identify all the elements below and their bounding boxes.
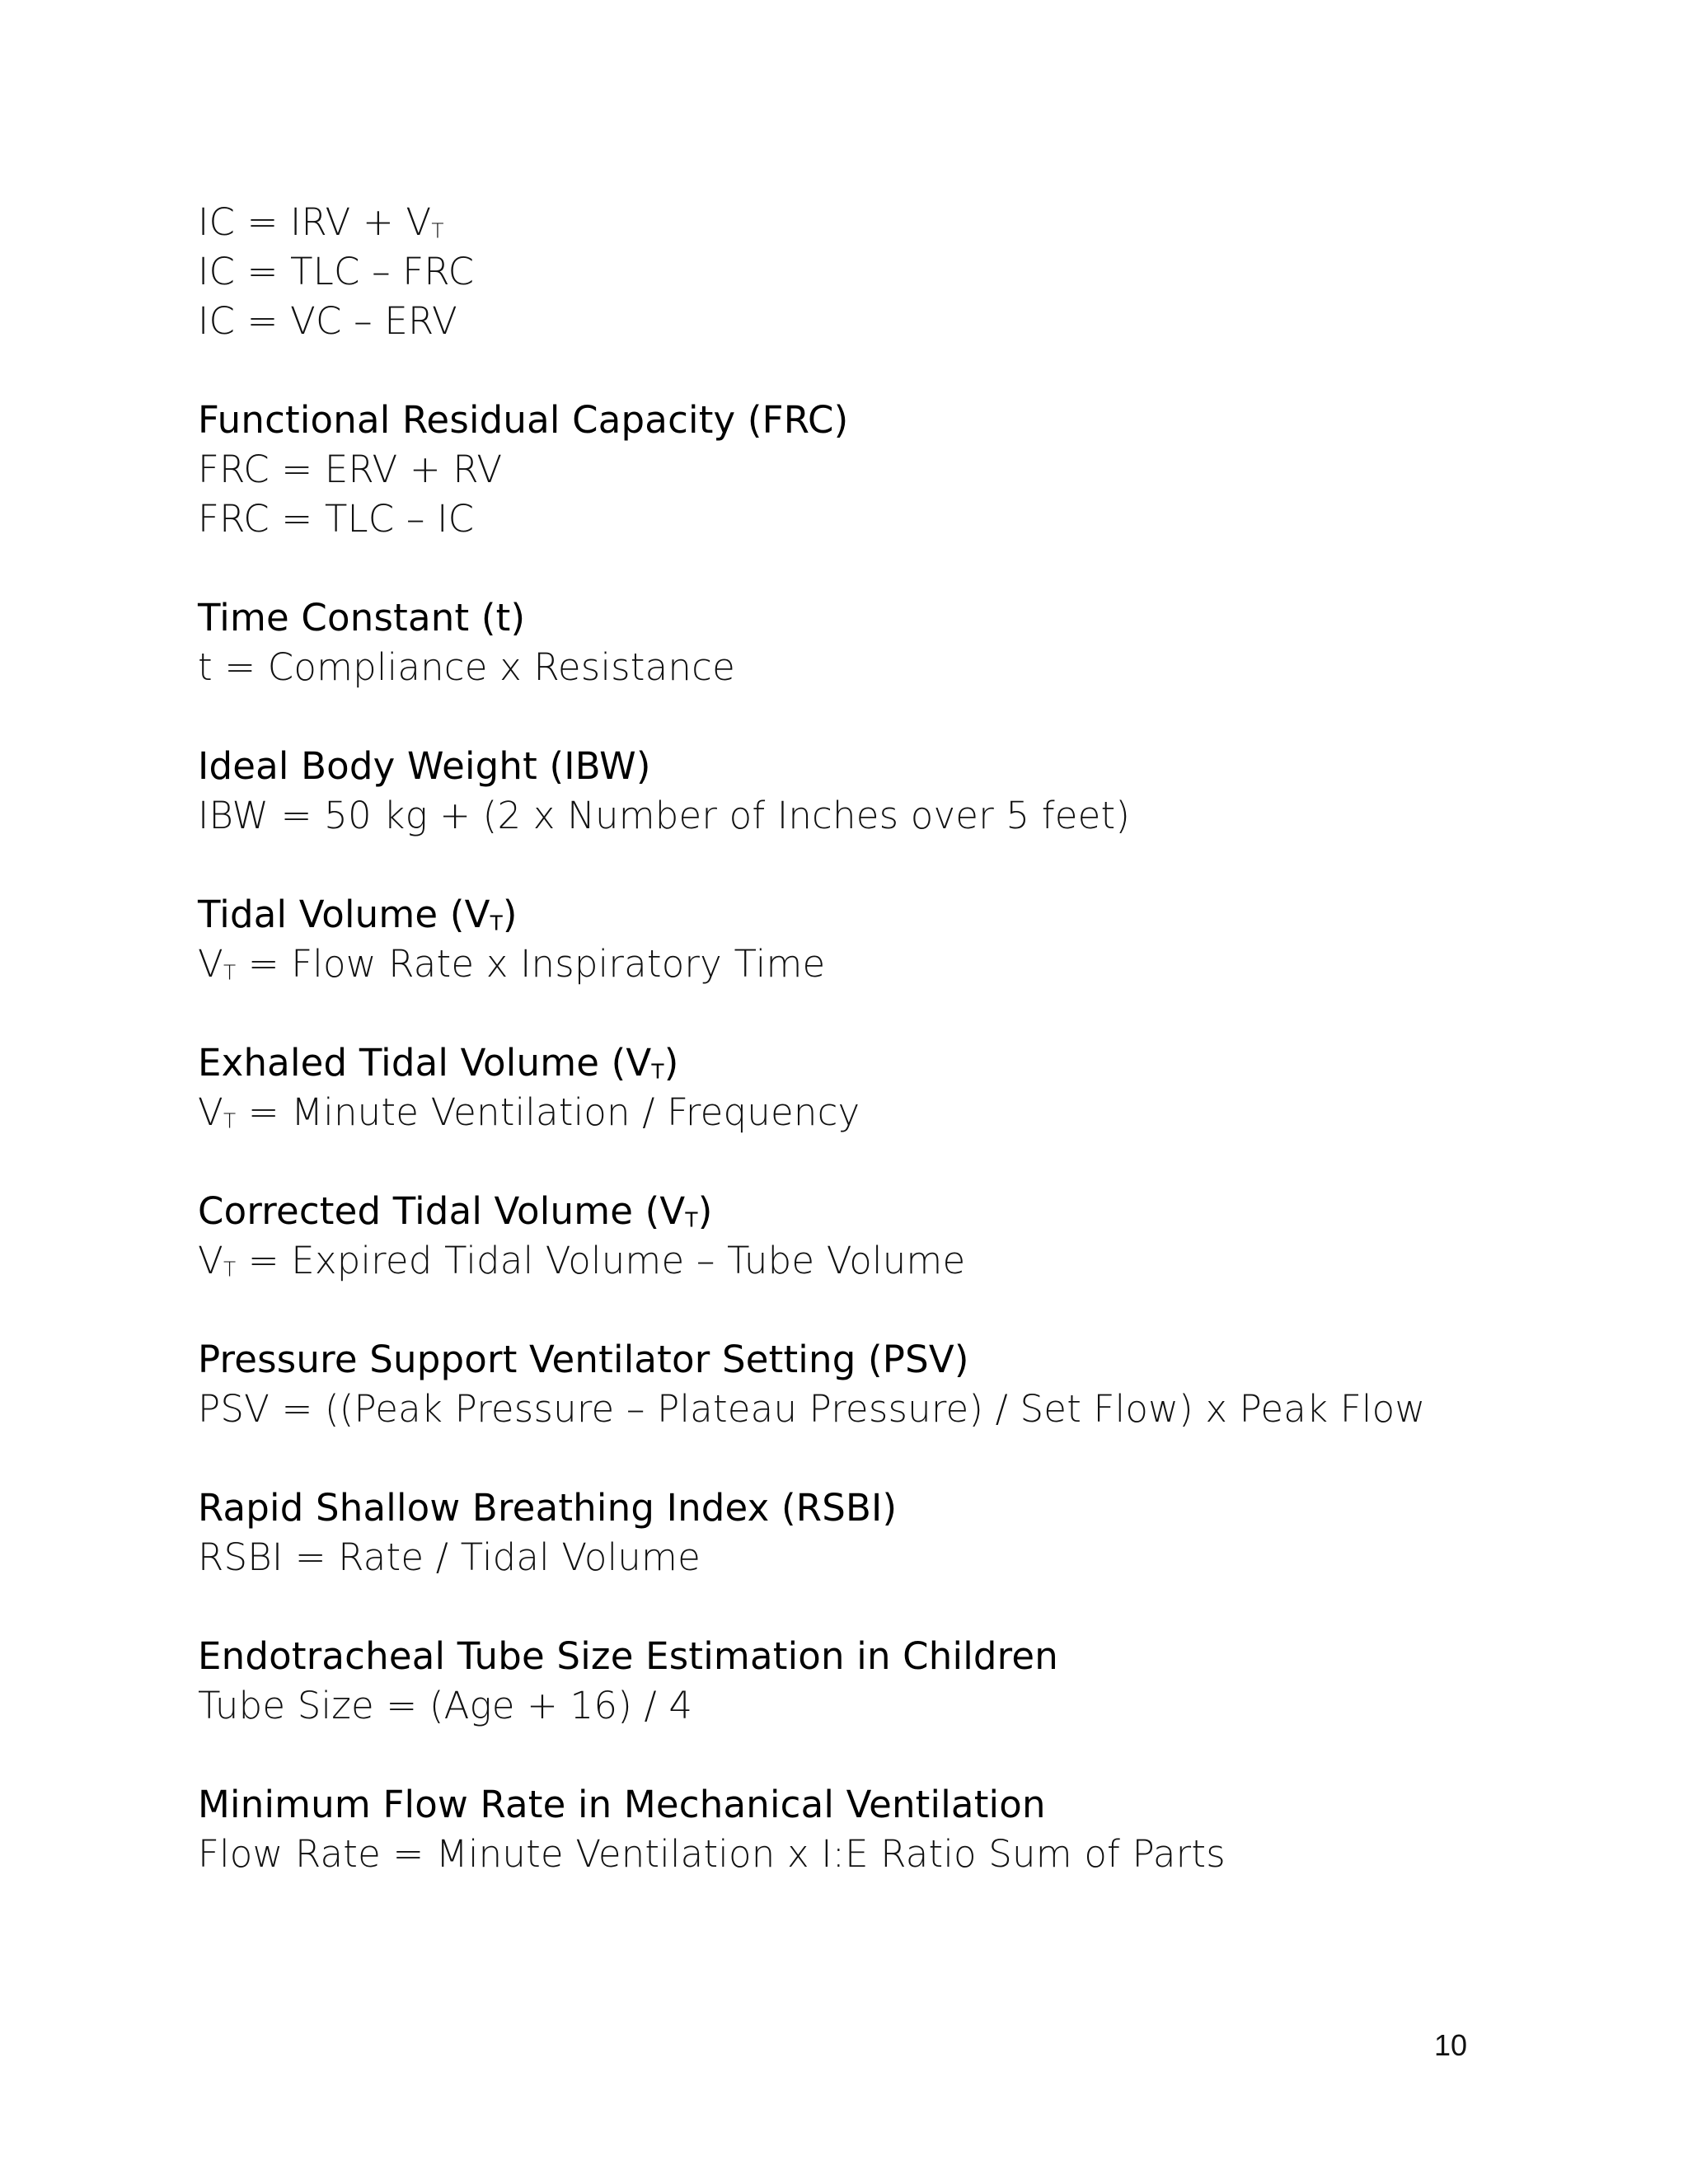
line-text: PSV = ((Peak Pressure – Plateau Pressure) / Set Flow) x Peak Flow	[198, 1387, 1426, 1431]
line-text-suffix: )	[502, 893, 518, 936]
section-gap	[198, 1731, 1533, 1780]
section-gap	[198, 346, 1533, 396]
section-gap	[198, 1137, 1533, 1187]
section-gap	[198, 1286, 1533, 1335]
line-text: IC = VC – ERV	[198, 299, 457, 343]
line-text: Exhaled Tidal Volume (V	[198, 1041, 652, 1085]
line-text: IBW = 50 kg + (2 x Number of Inches over 5 feet)	[198, 794, 1131, 837]
formula-line	[198, 1088, 1533, 1137]
section-heading	[198, 890, 1533, 940]
formula-line	[198, 494, 1533, 544]
formula-line	[198, 247, 1533, 297]
section-gap	[198, 692, 1533, 742]
subscript: T	[431, 218, 444, 243]
section-gap	[198, 989, 1533, 1038]
line-text: FRC = ERV + RV	[198, 448, 503, 491]
subscript: T	[223, 960, 237, 985]
formula-line	[198, 791, 1533, 841]
section-gap	[198, 1434, 1533, 1483]
section-heading	[198, 1780, 1533, 1830]
line-text: IC = IRV + V	[198, 200, 432, 244]
formula-line	[198, 643, 1533, 692]
formula-line	[198, 1385, 1533, 1434]
line-text-suffix: )	[663, 1041, 679, 1085]
line-text: t = Compliance x Resistance	[198, 645, 735, 689]
line-text-suffix: )	[697, 1189, 713, 1233]
line-text: RSBI = Rate / Tidal Volume	[198, 1535, 701, 1579]
formula-line	[198, 198, 1533, 247]
line-text: Endotracheal Tube Size Estimation in Children	[198, 1634, 1058, 1678]
line-text: V	[198, 1239, 223, 1282]
formula-line	[198, 297, 1533, 346]
line-text: Pressure Support Ventilator Setting (PSV)	[198, 1338, 969, 1381]
section-heading	[198, 1038, 1533, 1088]
line-text: Ideal Body Weight (IBW)	[198, 744, 651, 788]
line-text-suffix: = Minute Ventilation / Frequency	[236, 1090, 860, 1134]
line-text: Minimum Flow Rate in Mechanical Ventilation	[198, 1783, 1046, 1826]
section-gap	[198, 1582, 1533, 1632]
section-heading	[198, 742, 1533, 791]
section-gap	[198, 841, 1533, 890]
line-text-suffix: = Expired Tidal Volume – Tube Volume	[236, 1239, 966, 1282]
line-text: IC = TLC – FRC	[198, 250, 475, 293]
section-heading	[198, 593, 1533, 643]
line-text: Rapid Shallow Breathing Index (RSBI)	[198, 1486, 898, 1530]
formula-line	[198, 445, 1533, 494]
subscript: T	[651, 1059, 664, 1084]
line-text: Tube Size = (Age + 16) / 4	[198, 1684, 693, 1727]
formula-list	[198, 198, 1533, 1879]
section-heading	[198, 1483, 1533, 1533]
line-text: Flow Rate = Minute Ventilation x I:E Ratio Sum of Parts	[198, 1832, 1226, 1876]
formula-line	[198, 1681, 1533, 1731]
line-text: Functional Residual Capacity (FRC)	[198, 398, 849, 442]
line-text: V	[198, 942, 223, 986]
line-text-suffix: = Flow Rate x Inspiratory Time	[236, 942, 826, 986]
line-text: Time Constant (t)	[198, 596, 526, 640]
line-text: Corrected Tidal Volume (V	[198, 1189, 686, 1233]
subscript: T	[685, 1207, 698, 1232]
line-text: FRC = TLC – IC	[198, 497, 475, 541]
formula-line	[198, 1236, 1533, 1286]
page-number: 10	[1434, 2028, 1468, 2062]
line-text: V	[198, 1090, 223, 1134]
subscript: T	[223, 1108, 237, 1133]
section-heading	[198, 1187, 1533, 1236]
line-text: Tidal Volume (V	[198, 893, 490, 936]
formula-line	[198, 940, 1533, 989]
section-gap	[198, 544, 1533, 593]
formula-line	[198, 1830, 1533, 1879]
section-heading	[198, 396, 1533, 445]
section-heading	[198, 1632, 1533, 1681]
formula-line	[198, 1533, 1533, 1582]
section-heading	[198, 1335, 1533, 1385]
subscript: T	[223, 1257, 237, 1282]
subscript: T	[490, 911, 503, 935]
